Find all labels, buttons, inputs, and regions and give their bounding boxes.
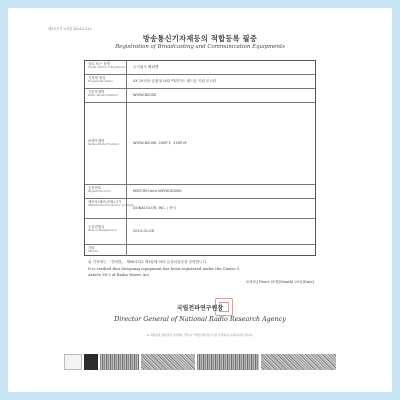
field-label: 기자재 명칭 (88, 76, 106, 80)
field-row-registration-no (85, 185, 315, 199)
field-label: 기본모델명 (88, 90, 105, 94)
field-label: 상호 또는 성명 (88, 62, 110, 66)
field-label: 등록연월일 (88, 225, 105, 229)
field-value-date: 2015-01-08 (133, 229, 154, 233)
statement-korean: 위 기자재는 「전파법」 제58조의2 제3항에 따라 등록되었음을 증명합니다. (88, 260, 208, 264)
field-label-en: Equipment Name (88, 79, 113, 84)
title-english: Registration of Broadcasting and Communication Equipments (115, 44, 285, 50)
thumbnail-strip (64, 354, 336, 370)
field-row-manufacturer (85, 199, 315, 219)
field-value-manufacturer: DONACOLOR, INC. / 중국 (133, 206, 177, 210)
statement-english-line2: Article 58-2 of Radio Waves Act. (88, 272, 151, 277)
field-label-en: Manufacturer/Country of Origin (88, 203, 134, 208)
agency-name-korean: 국립전파연구원장 (176, 305, 224, 312)
title-korean: 방송통신기자재등의 적합등록 필증 (142, 34, 258, 43)
field-label-en: Basic Model Number (88, 93, 118, 98)
field-row-date (85, 219, 315, 245)
thumbnail-scan (197, 354, 259, 370)
field-value-trade-name: 주식회사 해피맨 (133, 65, 159, 69)
field-row-trade-name (85, 61, 315, 75)
field-label: 기타 (88, 246, 95, 250)
footnote: ※ 적합등록 방송통신기자재는 반드시 "적합성평가표시"를 부착하여 유통하여야 합니다. (146, 333, 254, 337)
field-row-basic-model (85, 89, 315, 103)
thumbnail-blank (64, 354, 82, 370)
field-label-en: Trade Name or Registrant (88, 65, 126, 70)
field-row-others (85, 245, 315, 256)
field-label-en: Series Model Number (88, 142, 120, 147)
field-value-series-model: WIVW-8000K, 24SP-F, 24SP-M (133, 141, 187, 145)
issue-date: 2015년(Year) 01월(Month) 20일(Date) (246, 280, 314, 284)
thumbnail-dark (84, 354, 98, 370)
form-number: 제5호서식 <개정 2014.5.21> (48, 27, 93, 31)
field-label-en: Date of Registration (88, 228, 117, 233)
field-row-series-model (85, 103, 315, 185)
thumbnail-scan (141, 354, 195, 370)
field-value-basic-model: WIVW-8000K (133, 93, 157, 97)
field-label-en: Registration No. (88, 189, 112, 194)
statement-english-line1: It is verified that foregoing equipment has been registered under the Clause 3, (88, 266, 241, 271)
agency-name-english: Director General of National Radio Research Agency (114, 315, 286, 323)
field-row-equipment-name (85, 75, 315, 89)
registration-table (84, 60, 316, 256)
field-value-registration-no: MSIP-REI-wch-WIVW-8000K (133, 189, 182, 193)
field-label: 등록번호 (88, 186, 102, 190)
field-value-equipment-name: 4X 15인치 슬림형 LED 백라이트 헤드폰 지원 모니터 (133, 79, 217, 83)
field-label: 파생모델명 (88, 139, 105, 143)
field-label-en: Others (88, 249, 98, 254)
thumbnail-scan (261, 354, 336, 370)
thumbnail-scan (100, 354, 140, 370)
field-label: 제조자/제조(조립)국가 (88, 200, 122, 204)
